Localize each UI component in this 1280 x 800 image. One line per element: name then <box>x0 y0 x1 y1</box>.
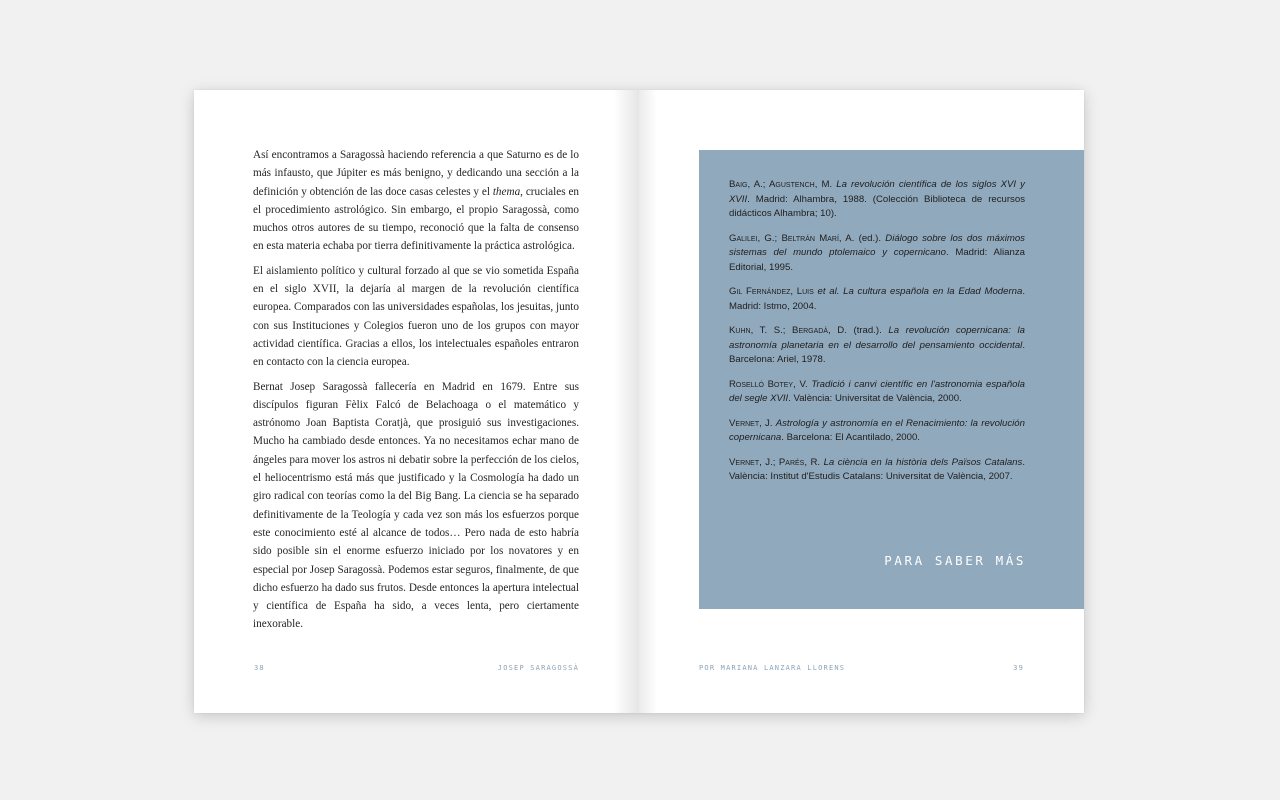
body-text <box>253 146 579 640</box>
reference-list <box>729 178 1025 495</box>
box-title: PARA SABER MÁS <box>884 553 1026 568</box>
right-page <box>639 90 1084 713</box>
paragraph: El aislamiento político y cultural forzado al que se vio sometida España en el siglo XVII, la dejaría al margen de la revolución científica europea. Comparados con las universidades españolas, los jesuitas, junto con sus Instituciones y Colegios fueron uno de los grupos con mayor actividad científica. Gracias a ellos, los intelectuales españoles entraron en contacto con la ciencia europea. <box>253 264 579 369</box>
reference-item: Vernet, J.; Parés, R. La ciència en la història dels Països Catalans. València: Institut d'Estudis Catalans: Universitat de València, 2007. <box>729 456 1025 482</box>
gutter-shadow-right <box>639 90 657 713</box>
running-head-right: POR MARIANA LANZARA LLORENS <box>699 664 846 672</box>
paragraph: Así encontramos a Saragossà haciendo referencia a que Saturno es de lo más infausto, que Júpiter es más benigno, y dedicando una sección a la definición y obtención de las doce casas celestes y el thema, cruciales en el procedimiento astrológico. Sin embargo, el propio Saragossà, como muchos otros autores de su tiempo, reconoció que la falta de consenso en esta materia echaba por tierra definitivamente la práctica astrológica. <box>253 149 579 253</box>
reference-item: Baig, A.; Agustench, M. La revolución científica de los siglos XVI y XVII. Madrid: Alhambra, 1988. (Colección Biblioteca de recursos didácticos Alhambra; 10). <box>729 179 1025 219</box>
book-spread <box>194 90 1084 713</box>
running-head-left: JOSEP SARAGOSSÀ <box>497 664 579 672</box>
page-number-right: 39 <box>1013 664 1024 672</box>
page-number-left: 38 <box>254 664 265 672</box>
reference-item: Kuhn, T. S.; Bergadà, D. (trad.). La revolución copernicana: la astronomía planetaria en el desarrollo del pensamiento occidental. Barcelona: Ariel, 1978. <box>729 325 1025 365</box>
reference-item: Vernet, J. Astrología y astronomía en el Renacimiento: la revolución copernicana. Barcelona: El Acantilado, 2000. <box>729 417 1025 443</box>
gutter-shadow-left <box>613 90 639 713</box>
reference-item: Roselló Botey, V. Tradició i canvi científic en l'astronomia española del segle XVII. València: Universitat de València, 2000. <box>729 378 1025 404</box>
paragraph: Bernat Josep Saragossà fallecería en Madrid en 1679. Entre sus discípulos figuran Fèlix Falcó de Belachoaga o el matemático y astrónomo Joan Baptista Coratjà, que prosiguió sus investigaciones. Mucho ha cambiado desde entonces. Ya no necesitamos echar mano de ángeles para mover los astros ni debatir sobre la perfección de los cielos, el heliocentrismo está más que justificado y la Cosmología ha dado un giro radical con teorías como la del Big Bang. La ciencia se ha separado definitivamente de la Teología y cada vez son más los esfuerzos porque este conocimiento esté al alcance de todos… Pero nada de esto habría sido posible sin el enorme esfuerzo iniciado por los novatores y en especial por Josep Saragossà. Podemos estar seguros, finalmente, de que dicho esfuerzo ha dado sus frutos. Desde entonces la apertura intelectual y científica de España ha sido, a veces lenta, pero ciertamente inexorable. <box>253 380 579 631</box>
reference-item: Gil Fernández, Luis et al. La cultura española en la Edad Moderna. Madrid: Istmo, 2004. <box>729 286 1025 312</box>
reference-item: Galilei, G.; Beltrán Marí, A. (ed.). Diálogo sobre los dos máximos sistemas del mundo ptolemaico y copernicano. Madrid: Alianza Editorial, 1995. <box>729 232 1025 273</box>
left-page <box>194 90 639 713</box>
further-reading-box <box>699 150 1084 609</box>
